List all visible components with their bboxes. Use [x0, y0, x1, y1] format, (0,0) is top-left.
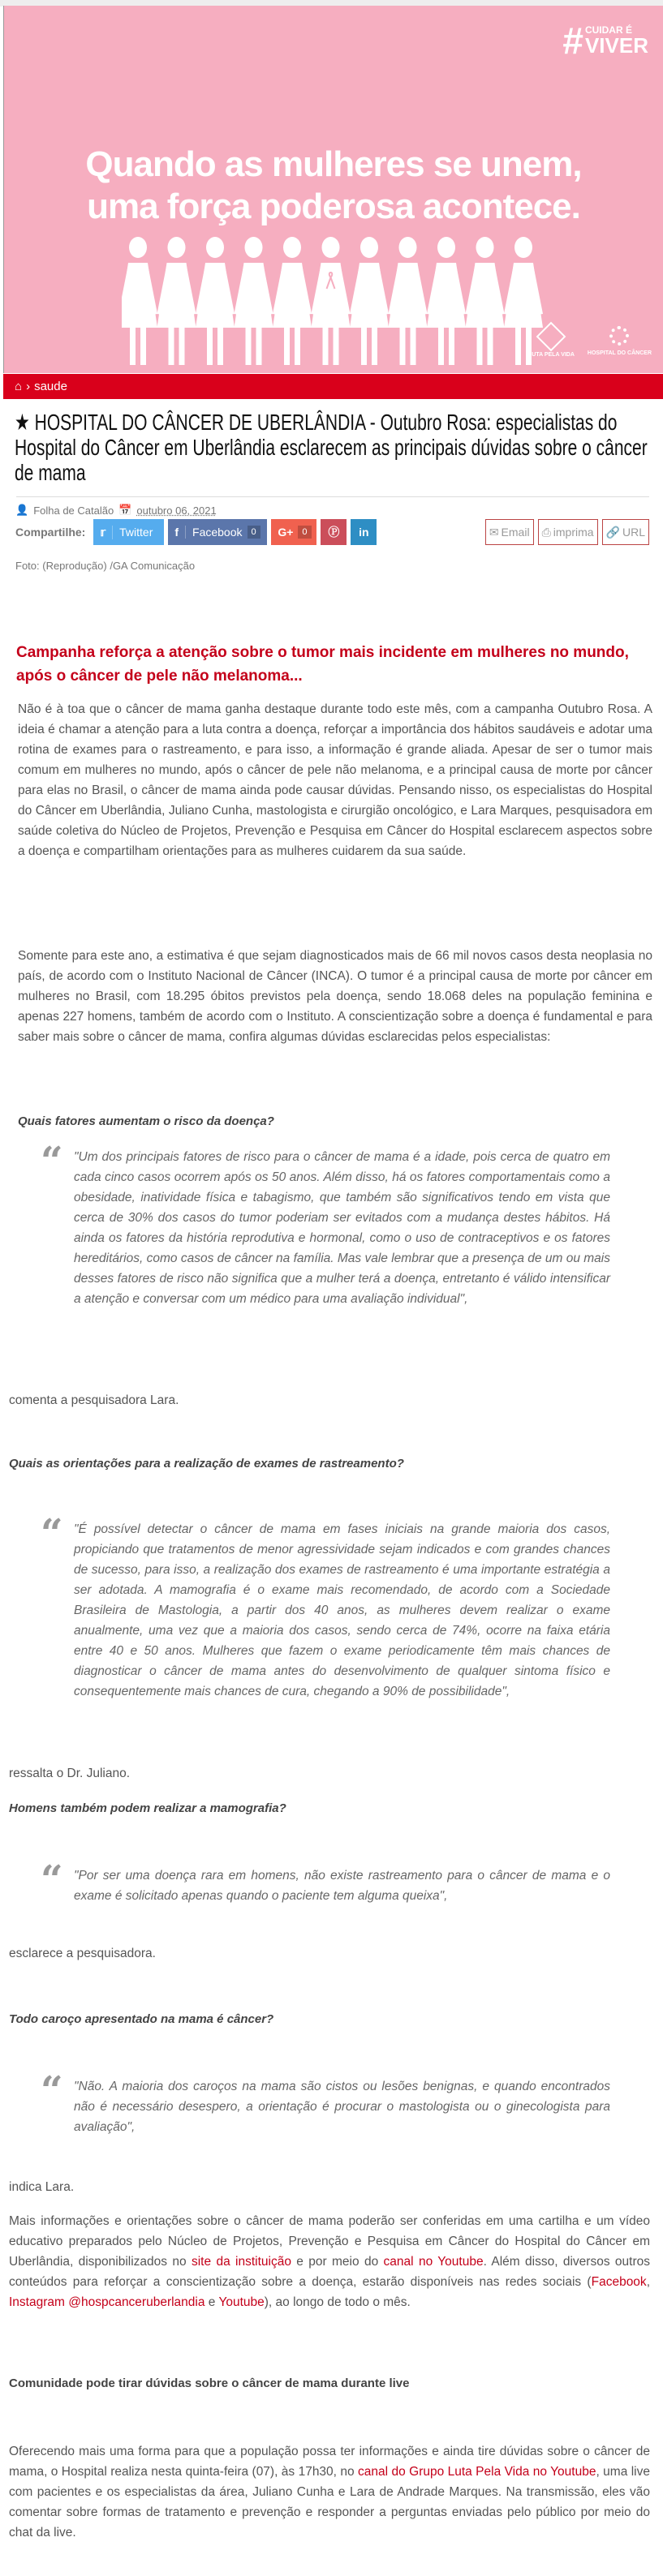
quote-text: "Por ser uma doença rara em homens, não existe rastreamento para o câncer de mama e o exame é solicitado apenas quando o paciente tem alguma queixa", — [74, 1869, 610, 1903]
author: Folha de Catalão — [33, 504, 114, 517]
paragraph: Somente para este ano, a estimativa é que sejam diagnosticados mais de 66 mil novos casos desta neoplasia no país, de acordo com o Instituto Nacional de Câncer (INCA). O tumor é a principal causa de morte por câncer em mulheres no Brasil, com 18.295 óbitos previstos pela doença, sendo 18.068 deles na população feminina e apenas 227 homens, também de acordo com o Instituto. A conscientização sobre a doença é fundamental e para saber mais sobre o câncer de mama, confira algumas dúvidas esclarecidas pelos especialistas: — [18, 949, 652, 1044]
hero-banner — [3, 6, 663, 373]
home-icon[interactable]: ⌂ — [15, 380, 23, 393]
photo-credit: Foto: (Reprodução) /GA Comunicação — [15, 560, 196, 572]
hash-symbol: # — [562, 19, 583, 62]
quote-icon: “ — [41, 1857, 63, 1903]
print-button[interactable]: ⎙ imprima — [538, 519, 598, 545]
woman-figure — [273, 237, 312, 365]
woman-figure — [235, 237, 273, 365]
instagram-link[interactable]: Instagram @hospcanceruberlandia — [9, 2295, 205, 2309]
logo-luta-pela-vida: LUTA PELA VIDA — [528, 326, 575, 358]
breadcrumb-section-link[interactable]: saude — [34, 380, 67, 393]
paragraph: Oferecendo mais uma forma para que a população possa ter informações e ainda tire dúvidas sobre o câncer de mama, o Hospital realiza nesta quinta-feira (07), às 17h30, no canal do Grupo Luta Pela Vida no Youtube, uma live com pacientes e os especialistas da área, Juliano Cunha e Lara de Andrade Marques. Na transmissão, eles vão comentar sobre formas de tratamento e prevenção e responder a perguntas enviadas pelo público por meio do chat da live. — [9, 2445, 650, 2540]
blockquote — [41, 1511, 610, 1702]
youtube-link[interactable]: Youtube — [218, 2295, 265, 2309]
article-tools — [485, 519, 649, 545]
paragraph: Mais informações e orientações sobre o câncer de mama poderão ser conferidas em uma cartilha e um vídeo educativo preparados pelo Núcleo de Projetos, Prevenção e Pesquisa em Câncer do Hospital do Câncer em Uberlândia, disponibilizados no site da instituição e por meio do canal no Youtube. Além disso, diversos outros conteúdos para reforçar a conscientização sobre a doença, estarão disponíveis nas redes sociais (Facebook, Instagram @hospcanceruberlandia e Youtube), ao longo de todo o mês. — [9, 2214, 650, 2309]
woman-figure — [466, 237, 505, 365]
blockquote — [41, 2068, 610, 2137]
facebook-icon: f — [174, 526, 186, 539]
pinterest-icon: Ⓟ — [328, 526, 340, 539]
woman-figure — [157, 237, 196, 365]
quote-attribution: indica Lara. — [9, 2180, 75, 2194]
facebook-link[interactable]: Facebook — [591, 2275, 647, 2289]
hashtag-logo — [562, 19, 648, 62]
quote-text: "Um dos principais fatores de risco para o câncer de mama é a idade, pois cerca de quatro em cada cinco casos ocorrem após os 50 anos. Além disso, há os fatores comportamentais como a obesidade, inatividade física e tabagismo, que também são significativos tendo em vista que cerca de 30% dos casos do tumor poderiam ser evitados com a mudança destes hábitos. Há ainda os fatores da história reprodutiva e hormonal, como o uso de contraceptivos e os fatores hereditários, como casos de câncer na família. Mas vale lembrar que a presença de um ou mais desses fatores de risco não significa que a mulher terá a doença, entretanto é válido intensificar a atenção e conversar com um médico para uma avaliação individual", — [74, 1150, 610, 1306]
hero-headline — [4, 144, 663, 228]
blockquote — [41, 1857, 610, 1906]
share-facebook-button[interactable]: f Facebook 0 — [168, 519, 267, 545]
question-heading: Quais as orientações para a realização de exames de rastreamento? — [9, 1457, 404, 1470]
divider — [16, 496, 649, 497]
facebook-count: 0 — [248, 526, 260, 539]
woman-figure — [350, 237, 389, 365]
quote-text: "Não. A maioria dos caroços na mama são cistos ou lesões benignas, e quando encontrados não é necessário desespero, a orientação é procurar o mastologista ou o ginecologista para avaliação", — [74, 2080, 610, 2134]
women-figures-illustration — [122, 237, 544, 371]
hashtag-line1: CUIDAR É — [584, 24, 632, 36]
logo-hospital: HOSPITAL DO CÂNCER — [588, 326, 652, 358]
quote-attribution: ressalta o Dr. Juliano. — [9, 1767, 131, 1780]
twitter-icon: 𝕣 — [100, 526, 113, 539]
headline-line1: Quando as mulheres se unem, — [85, 144, 582, 184]
breadcrumb — [3, 374, 663, 399]
woman-figure — [427, 237, 466, 365]
woman-figure — [312, 237, 351, 365]
question-heading: Homens também podem realizar a mamografia? — [9, 1801, 286, 1815]
gplus-icon: G+ — [278, 526, 294, 539]
quote-text: "É possível detectar o câncer de mama em fases iniciais na grande maioria dos casos, propiciando que tratamentos de menor agressividade sejam indicados e com grandes chances de sucesso, para isso, a realização dos exames de rastreamento é uma importante estratégia a ser adotada. A mamografia é o exame mais recomendado, de acordo com a Sociedade Brasileira de Mastologia, a partir dos 40 anos, as mulheres devem realizar o exame anualmente, uma vez que a maioria dos casos, sendo cerca de 74%, ocorre na faixa etária entre 40 e 50 anos. Mulheres que fazem o exame periodicamente têm mais chances de diagnosticar o câncer de mama antes do desenvolvimento de qualquer sintoma físico e consequentemente mais chances de cura, chegando a 90% de possibilidade", — [74, 1522, 610, 1698]
share-pinterest-button[interactable] — [321, 519, 347, 545]
site-link[interactable]: site da instituição — [191, 2255, 291, 2269]
quote-icon: “ — [41, 1511, 63, 1556]
live-channel-link[interactable]: canal do Grupo Luta Pela Vida no Youtube — [358, 2465, 596, 2479]
headline-line2: uma força poderosa acontece. — [87, 187, 580, 226]
link-icon: 🔗 — [605, 525, 620, 539]
partner-logos — [528, 326, 652, 358]
publish-date: outubro 06, 2021 — [136, 504, 217, 517]
breadcrumb-separator: › — [26, 380, 31, 393]
share-label: Compartilhe: — [15, 526, 86, 539]
envelope-icon: ✉ — [489, 525, 499, 539]
article-lead: Campanha reforça a atenção sobre o tumor mais incidente em mulheres no mundo, após o câncer de pele não melanoma... — [16, 644, 629, 685]
email-button[interactable]: ✉ Email — [485, 519, 534, 545]
linkedin-icon: in — [359, 526, 369, 539]
blockquote — [41, 1139, 610, 1309]
user-icon: 👤 — [15, 504, 29, 516]
share-twitter-button[interactable]: 𝕣 Twitter — [93, 519, 164, 545]
quote-icon: “ — [41, 2068, 63, 2114]
woman-figure — [196, 237, 235, 365]
article-meta — [15, 504, 217, 517]
calendar-icon: 📅 — [118, 504, 132, 516]
hashtag-line2: VIVER — [584, 33, 648, 58]
gplus-count: 0 — [298, 526, 311, 539]
question-heading: Quais fatores aumentam o risco da doença? — [18, 1114, 274, 1128]
share-linkedin-button[interactable] — [351, 519, 377, 545]
woman-figure — [122, 237, 157, 365]
question-heading: Todo caroço apresentado na mama é câncer? — [9, 2012, 274, 2026]
youtube-channel-link[interactable]: canal no Youtube — [383, 2255, 484, 2269]
share-gplus-button[interactable] — [271, 519, 316, 545]
paragraph: Não é à toa que o câncer de mama ganha destaque durante todo este mês, com a campanha Outubro Rosa. A ideia é chamar a atenção para a luta contra a doença, reforçar a importância dos hábitos saudáveis e adotar uma rotina de exames para o rastreamento, e para isso, a informação é grande aliada. Apesar de ser o tumor mais comum em mulheres no mundo, após o câncer de pele não melanoma, e a principal causa de morte por câncer para elas no Brasil, o câncer de mama ainda pode causar dúvidas. Pensando nisso, os especialistas do Hospital do Câncer em Uberlândia, Juliano Cunha, mastologista e cirurgião oncológico, e Lara Marques, pesquisadora em saúde coletiva do Núcleo de Projetos, Prevenção e Pesquisa em Câncer do Hospital esclarecem aspectos sobre a doença e compartilham orientações para as mulheres cuidarem da sua saúde. — [18, 702, 652, 858]
quote-attribution: comenta a pesquisadora Lara. — [9, 1393, 179, 1407]
share-bar — [15, 519, 377, 545]
quote-icon: “ — [41, 1139, 63, 1184]
quote-attribution: esclarece a pesquisadora. — [9, 1947, 156, 1960]
woman-figure — [389, 237, 428, 365]
article-title: ★ HOSPITAL DO CÂNCER DE UBERLÂNDIA - Outubro Rosa: especialistas do Hospital do Câncer em Uberlândia esclarecem as principais dúvidas sobre o câncer de mama — [15, 410, 648, 485]
printer-icon: ⎙ — [541, 525, 551, 539]
url-button[interactable]: 🔗 URL — [602, 519, 649, 545]
section-subheading: Comunidade pode tirar dúvidas sobre o câncer de mama durante live — [9, 2376, 410, 2390]
